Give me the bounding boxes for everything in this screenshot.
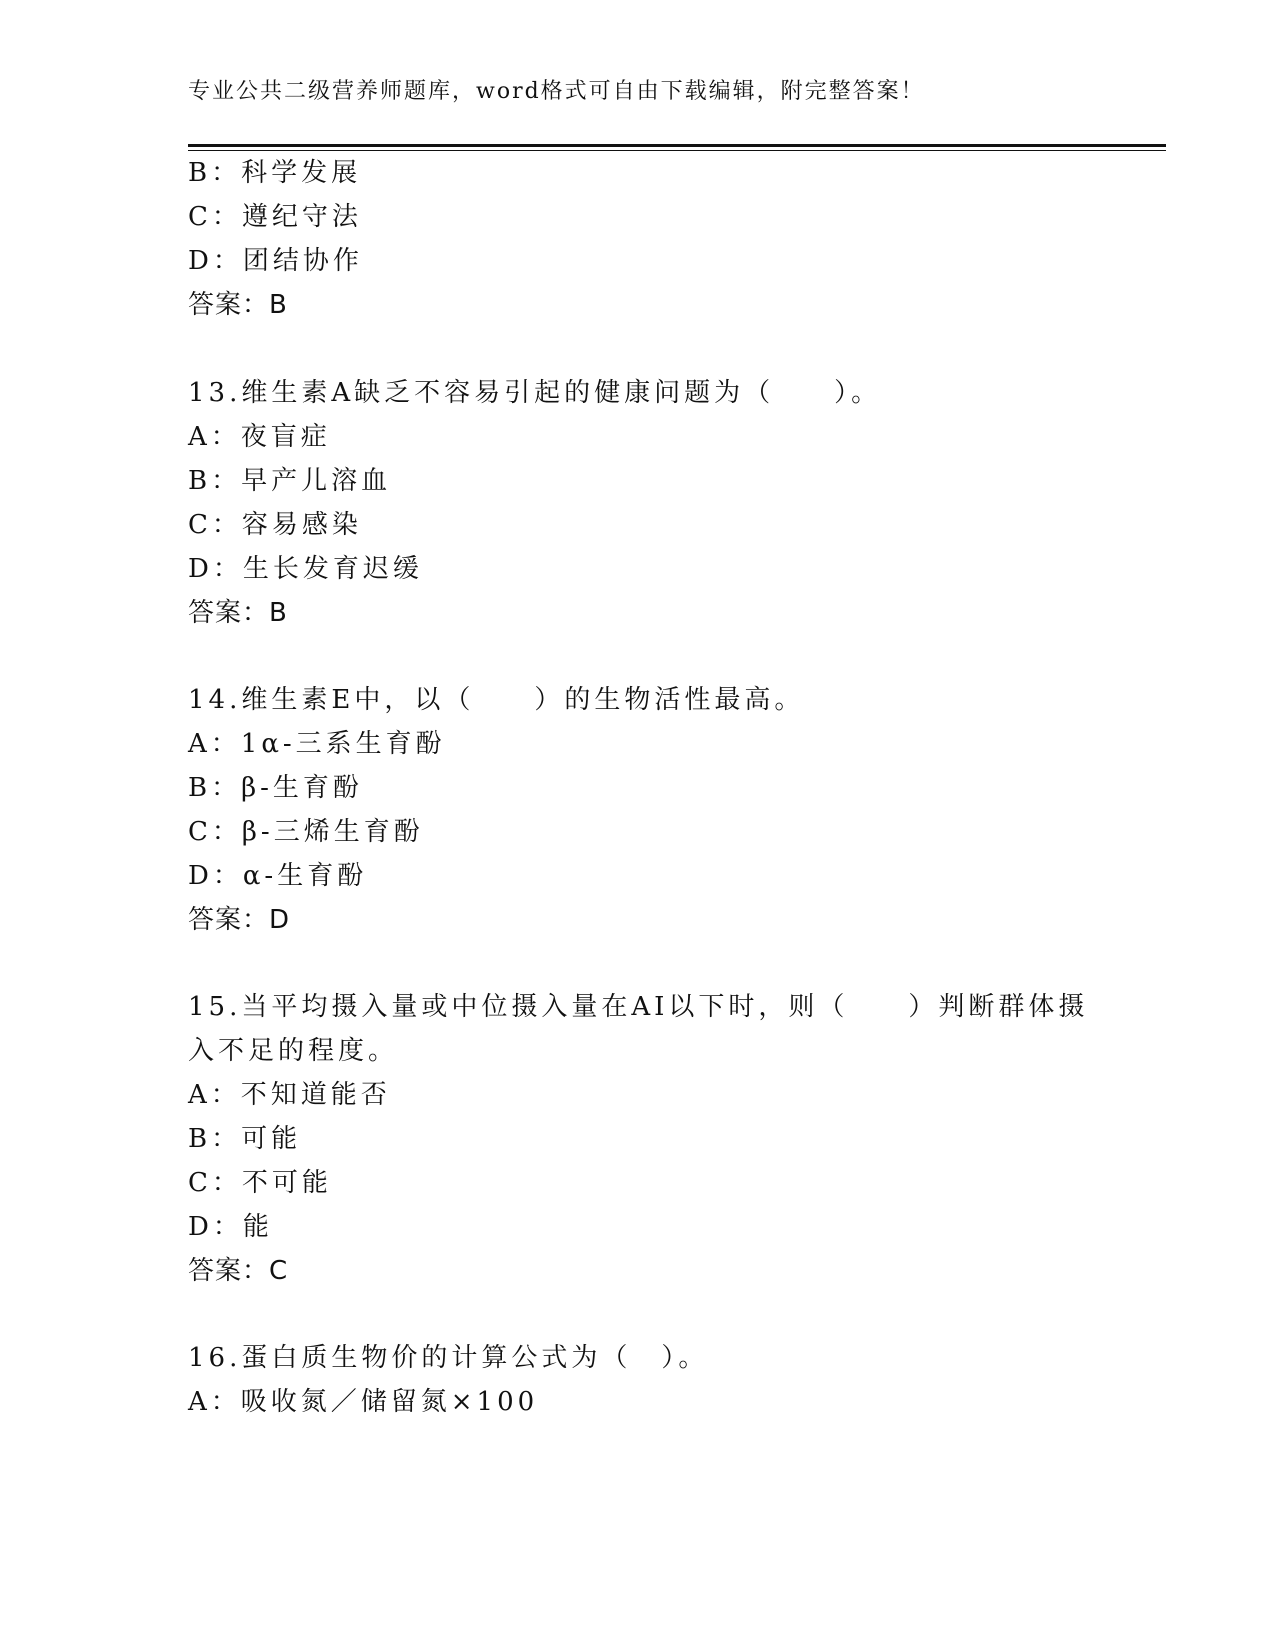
question-14-answer: 答案：D: [188, 905, 291, 935]
question-14-stem: 14.维生素E中，以（ ）的生物活性最高。: [188, 685, 805, 715]
prev-option-b: B：科学发展: [188, 158, 362, 188]
question-15-answer: 答案：C: [188, 1256, 289, 1286]
question-14-option-a: A：1α-三系生育酚: [188, 729, 446, 759]
question-15-stem-line1: 15.当平均摄入量或中位摄入量在AI以下时，则（ ）判断群体摄: [188, 992, 1089, 1022]
question-16-stem: 16.蛋白质生物价的计算公式为（ ）。: [188, 1343, 709, 1373]
prev-answer: 答案：B: [188, 290, 288, 320]
question-13-answer: 答案：B: [188, 598, 288, 628]
question-14-option-c: C：β-三烯生育酚: [188, 817, 424, 847]
question-15-stem-line2: 入不足的程度。: [188, 1036, 399, 1066]
prev-option-c: C：遵纪守法: [188, 202, 362, 232]
question-16-option-a: A：吸收氮／储留氮×100: [188, 1387, 539, 1417]
page-header: 专业公共二级营养师题库，word格式可自由下载编辑，附完整答案！: [188, 79, 925, 104]
question-13-stem: 13.维生素A缺乏不容易引起的健康问题为（ ）。: [188, 378, 882, 408]
question-14-option-d: D：α-生育酚: [188, 861, 368, 891]
prev-option-d: D：团结协作: [188, 246, 363, 276]
header-divider-thick: [188, 144, 1166, 147]
question-15-option-d: D：能: [188, 1212, 273, 1242]
question-15-option-a: A：不知道能否: [188, 1080, 391, 1110]
question-15-option-c: C：不可能: [188, 1168, 332, 1198]
question-14-option-b: B：β-生育酚: [188, 773, 363, 803]
question-13-option-d: D：生长发育迟缓: [188, 554, 423, 584]
question-13-option-c: C：容易感染: [188, 510, 362, 540]
question-15-option-b: B：可能: [188, 1124, 302, 1154]
question-13-option-b: B：早产儿溶血: [188, 466, 392, 496]
question-13-option-a: A：夜盲症: [188, 422, 331, 452]
header-divider-thin: [188, 150, 1166, 151]
